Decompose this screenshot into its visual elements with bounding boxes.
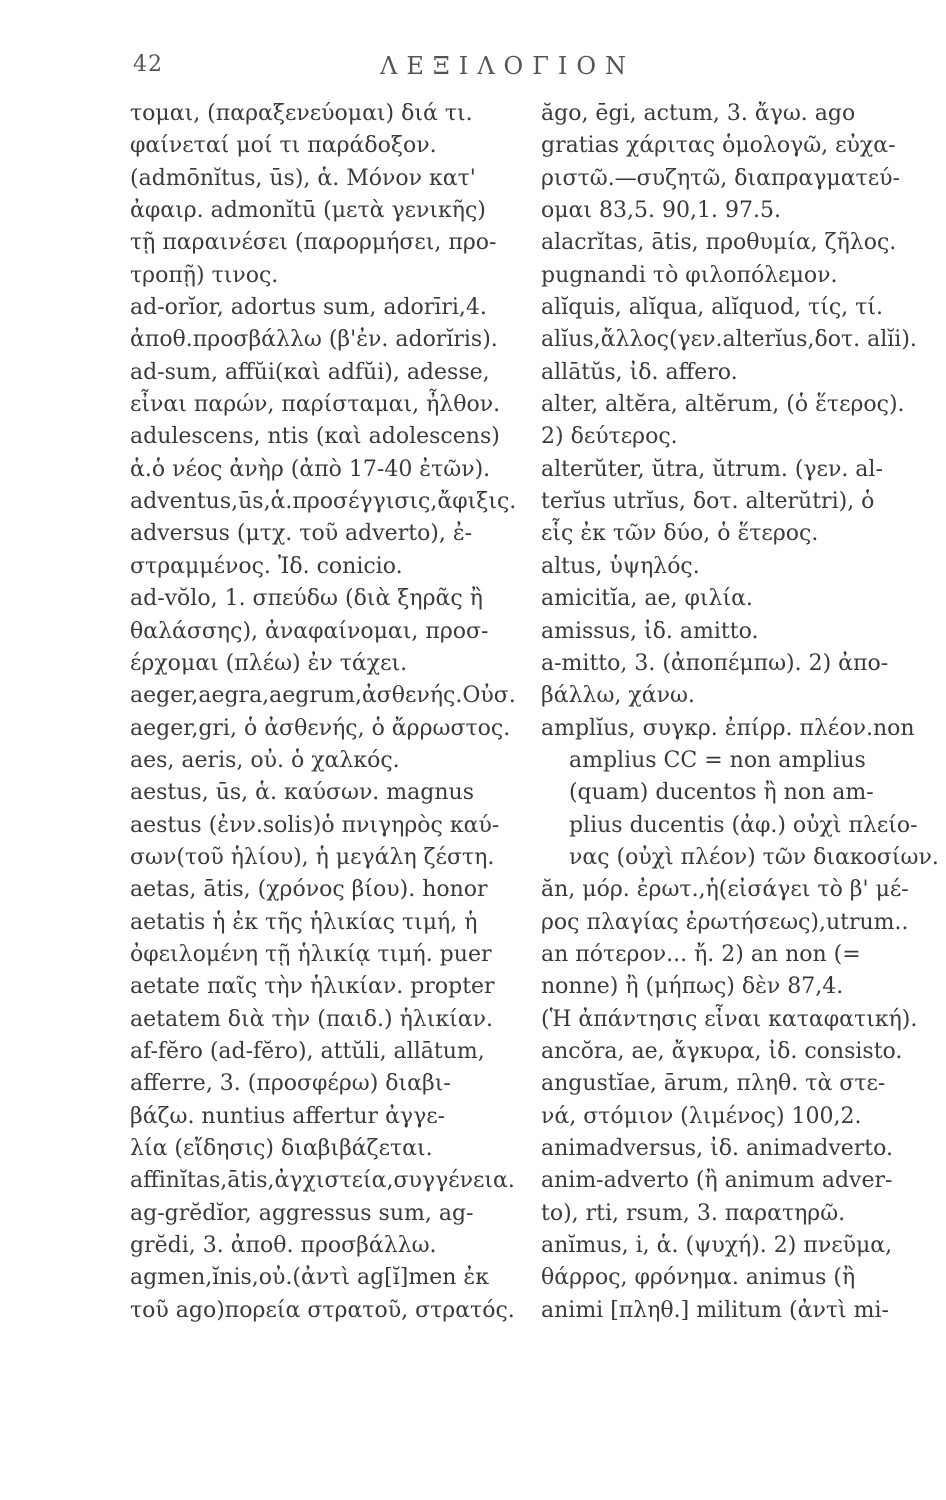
dictionary-line: alterŭter, ŭtra, ŭtrum. (γεν. al- (541, 456, 883, 482)
left-column (130, 98, 535, 1327)
dictionary-line: 2) δεύτερος. (541, 424, 678, 450)
dictionary-line: εἷς ἐκ τῶν δύο, ὁ ἕτερος. (541, 521, 819, 547)
dictionary-line: ομαι 83,5. 90,1. 97.5. (541, 198, 781, 224)
dictionary-line: alter, altĕra, altĕrum, (ὁ ἕτερος). (541, 392, 905, 418)
dictionary-line: aetate παῖς τὴν ἡλικίαν. propter (130, 974, 495, 1000)
dictionary-line: adulescens, ntis (καὶ adolescens) (130, 424, 500, 450)
dictionary-line: ριστῶ.—συζητῶ, διαπραγματεύ- (541, 165, 900, 191)
dictionary-line: ancŏra, ae, ἄγκυρα, ἰδ. consisto. (541, 1038, 903, 1064)
dictionary-line: alĭus,ἄλλος(γεν.alterĭus,δοτ. alĭi). (541, 327, 917, 353)
dictionary-line: ad-orĭor, adortus sum, adorīri,4. (130, 295, 487, 321)
dictionary-line: βάλλω, χάνω. (541, 683, 695, 709)
dictionary-line: amplĭus, συγκρ. ἐπίρρ. πλέον.non (541, 715, 915, 741)
right-column (541, 98, 941, 1327)
dictionary-line: ἀφαιρ. admonĭtū (μετὰ γενικῆς) (130, 198, 486, 224)
dictionary-line: nonne) ἢ (μήπως) δὲν 87,4. (541, 974, 844, 1000)
dictionary-line: τομαι, (παραξενεύομαι) διά τι. (130, 101, 473, 126)
dictionary-line: aetatem διὰ τὴν (παιδ.) ἡλικίαν. (130, 1006, 493, 1032)
dictionary-line: pugnandi τὸ φιλοπόλεμον. (541, 262, 838, 288)
dictionary-line: af-fĕro (ad-fĕro), attŭli, allātum, (130, 1038, 485, 1064)
dictionary-line: amplius CC = non amplius (541, 747, 866, 773)
dictionary-line: βάζω. nuntius affertur ἀγγε- (130, 1103, 446, 1129)
dictionary-line: anĭmus, i, ἁ. (ψυχή). 2) πνεῦμα, (541, 1233, 893, 1259)
dictionary-line: animadversus, ἰδ. animadverto. (541, 1136, 893, 1161)
dictionary-line: εἶναι παρών, παρίσταμαι, ἦλθον. (130, 392, 501, 418)
dictionary-line: ἀποθ.προσβάλλω (β'ἐν. adorĭris). (130, 327, 498, 353)
dictionary-line: afferre, 3. (προσφέρω) διαβι- (130, 1071, 451, 1097)
dictionary-line: gratias χάριτας ὁμολογῶ, εὐχα- (541, 133, 896, 159)
dictionary-line: adversus (μτχ. τοῦ adverto), ἐ- (130, 521, 473, 547)
dictionary-line: νά, στόμιον (λιμένος) 100,2. (541, 1103, 862, 1129)
dictionary-line: anim-adverto (ἢ animum adver- (541, 1168, 893, 1194)
dictionary-line: animi [πληθ.] militum (ἀντὶ mi- (541, 1297, 889, 1323)
dictionary-line: altus, ὑψηλός. (541, 553, 700, 579)
dictionary-line: aeger,aegra,aegrum,ἀσθενής.Οὐσ. (130, 683, 516, 709)
dictionary-line: σων(τοῦ ἡλίου), ἡ μεγάλη ζέστη. (130, 844, 495, 870)
page-number: 42 (133, 52, 163, 77)
dictionary-line: amissus, ἰδ. amitto. (541, 618, 759, 644)
dictionary-line: adventus,ūs,ἁ.προσέγγισις,ἄφιξις. (130, 489, 517, 515)
dictionary-line: στραμμένος. Ἰδ. conicio. (130, 553, 403, 579)
dictionary-line: aetatis ἡ ἐκ τῆς ἡλικίας τιμή, ἡ (130, 909, 478, 935)
running-title: ΛΕΞΙΛΟΓΙΟΝ (380, 52, 636, 80)
dictionary-line: allātŭs, ἰδ. affero. (541, 359, 738, 385)
dictionary-line: ὀφειλομένη τῇ ἡλικίᾳ τιμή. puer (130, 941, 492, 967)
dictionary-line: τροπῇ) τινος. (130, 262, 279, 288)
dictionary-line: τοῦ ago)πορεία στρατοῦ, στρατός. (130, 1297, 515, 1323)
dictionary-line: ăn, μόρ. ἐρωτ.,ἡ(εἰσάγει τὸ β' μέ- (541, 877, 909, 903)
dictionary-line: ăgo, ēgi, actum, 3. ἄγω. ago (541, 101, 856, 126)
dictionary-line: aestus, ūs, ἁ. καύσων. magnus (130, 780, 474, 806)
dictionary-line: an πότερον... ἤ. 2) an non (= (541, 941, 861, 967)
dictionary-line: aes, aeris, οὐ. ὁ χαλκός. (130, 747, 400, 773)
dictionary-line: alacrĭtas, ātis, προθυμία, ζῆλος. (541, 230, 897, 256)
dictionary-line: aetas, ātis, (χρόνος βίου). honor (130, 877, 488, 903)
dictionary-line: ad-vŏlo, 1. σπεύδω (διὰ ξηρᾶς ἢ (130, 586, 483, 612)
dictionary-line: a-mitto, 3. (ἀποπέμπω). 2) ἀπο- (541, 650, 889, 676)
dictionary-line: θάρρος, φρόνημα. animus (ἢ (541, 1265, 856, 1291)
dictionary-line: φαίνεταί μοί τι παράδοξον. (130, 133, 437, 159)
dictionary-line: τῇ παραινέσει (παρορμήσει, προ- (130, 230, 497, 256)
dictionary-line: agmen,ĭnis,οὐ.(ἀντὶ ag[ĭ]men ἐκ (130, 1265, 489, 1291)
dictionary-line: amicitĭa, ae, φιλία. (541, 586, 753, 612)
dictionary-line: aestus (ἐνν.solis)ὁ πνιγηρὸς καύ- (130, 812, 500, 838)
dictionary-line: ρος πλαγίας ἐρωτήσεως),utrum.. (541, 909, 909, 935)
dictionary-line: έρχομαι (πλέω) ἐν τάχει. (130, 650, 408, 676)
dictionary-line: angustĭae, ārum, πληθ. τὰ στε- (541, 1071, 886, 1097)
dictionary-line: alĭquis, alĭqua, alĭquod, τίς, τί. (541, 295, 883, 321)
dictionary-line: grĕdi, 3. ἀποθ. προσβάλλω. (130, 1233, 437, 1259)
dictionary-line: ad-sum, affŭi(καὶ adfŭi), adesse, (130, 359, 490, 385)
dictionary-line: to), rti, rsum, 3. παρατηρῶ. (541, 1200, 846, 1226)
dictionary-line: terĭus utrĭus, δοτ. alterŭtri), ὁ (541, 489, 875, 515)
dictionary-line: νας (οὐχὶ πλέον) τῶν διακοσίων. (541, 844, 939, 870)
dictionary-line: ag-grĕdĭor, aggressus sum, ag- (130, 1200, 474, 1226)
dictionary-line: θαλάσσης), ἀναφαίνομαι, προσ- (130, 618, 489, 644)
dictionary-line: (Ἡ ἀπάντησις εἶναι καταφατική). (541, 1006, 918, 1032)
dictionary-line: ἁ.ὁ νέος ἀνὴρ (ἀπὸ 17-40 ἐτῶν). (130, 456, 491, 482)
dictionary-line: aeger,gri, ὁ ἀσθενής, ὁ ἄρρωστος. (130, 715, 511, 741)
dictionary-line: affinĭtas,ātis,ἀγχιστεία,συγγένεια. (130, 1168, 515, 1194)
dictionary-line: plius ducentis (ἀφ.) οὐχὶ πλείο- (541, 812, 918, 838)
dictionary-line: λία (εἴδησις) διαβιβάζεται. (130, 1136, 433, 1161)
dictionary-line: (quam) ducentos ἢ non am- (541, 780, 874, 806)
dictionary-line: (admōnĭtus, ūs), ἁ. Μόνον κατ' (130, 165, 476, 191)
